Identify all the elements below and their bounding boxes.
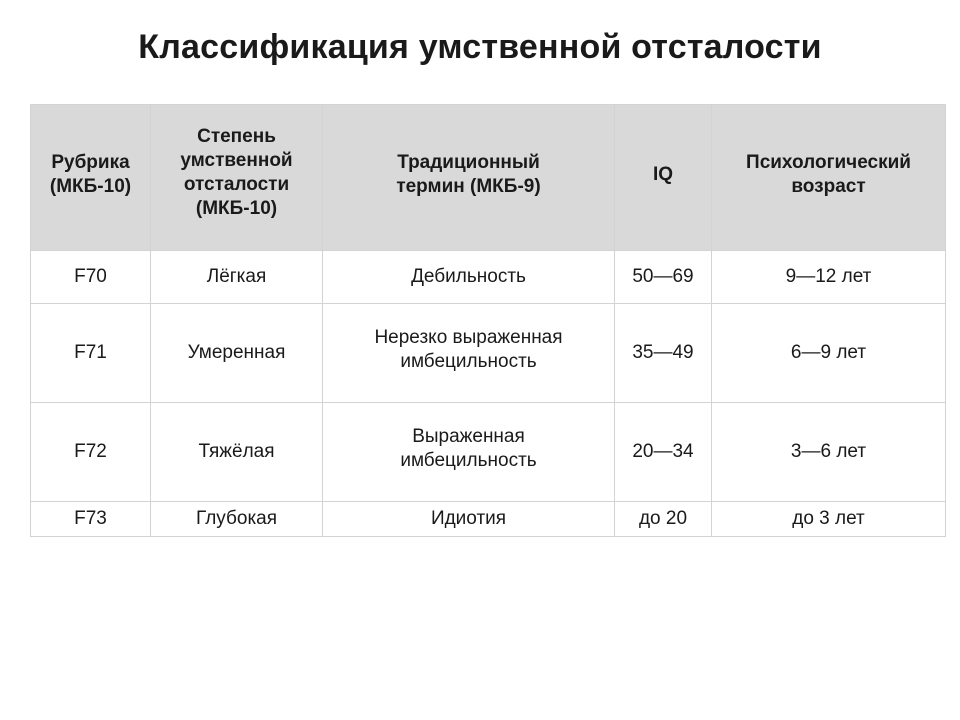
table-row xyxy=(31,502,946,537)
cell-rubric: F72 xyxy=(31,403,151,502)
cell-rubric: F73 xyxy=(31,502,151,537)
cell-iq: до 20 xyxy=(615,502,712,537)
cell-psych-age: 6—9 лет xyxy=(712,304,946,403)
header-psych-age: Психологический возраст xyxy=(712,105,946,251)
cell-rubric: F71 xyxy=(31,304,151,403)
table-row xyxy=(31,403,946,502)
cell-traditional-term: Идиотия xyxy=(323,502,615,537)
cell-degree: Глубокая xyxy=(151,502,323,537)
cell-rubric: F70 xyxy=(31,251,151,304)
cell-psych-age: 3—6 лет xyxy=(712,403,946,502)
cell-iq: 35—49 xyxy=(615,304,712,403)
classification-table xyxy=(30,104,946,537)
cell-psych-age: 9—12 лет xyxy=(712,251,946,304)
slide-title: Классификация умственной отсталости xyxy=(138,28,822,66)
cell-degree: Лёгкая xyxy=(151,251,323,304)
header-rubric: Рубрика (МКБ-10) xyxy=(31,105,151,251)
table-row xyxy=(31,251,946,304)
header-traditional-term: Традиционный термин (МКБ-9) xyxy=(323,105,615,251)
cell-degree: Тяжёлая xyxy=(151,403,323,502)
cell-traditional-term: Выраженная имбецильность xyxy=(323,403,615,502)
cell-traditional-term: Нерезко выраженная имбецильность xyxy=(323,304,615,403)
header-iq: IQ xyxy=(615,105,712,251)
cell-traditional-term: Дебильность xyxy=(323,251,615,304)
cell-degree: Умеренная xyxy=(151,304,323,403)
cell-iq: 50—69 xyxy=(615,251,712,304)
table-row xyxy=(31,304,946,403)
cell-psych-age: до 3 лет xyxy=(712,502,946,537)
table-header-row xyxy=(31,105,946,251)
cell-iq: 20—34 xyxy=(615,403,712,502)
header-degree: Степень умственной отсталости (МКБ-10) xyxy=(151,105,323,251)
